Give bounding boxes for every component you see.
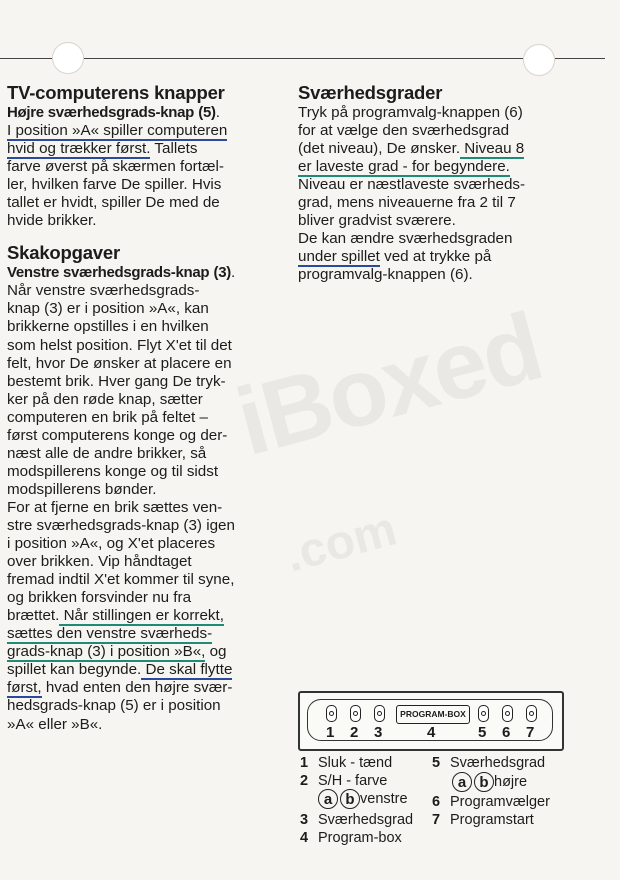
text-line: brættet. Når stillingen er korrekt, — [7, 607, 224, 625]
text-line: Tryk på programvalg-knappen (6) — [298, 104, 523, 121]
text-line: farve øverst på skærmen fortæl- — [7, 158, 224, 176]
option-b-icon: b — [474, 772, 494, 792]
option-b-icon: b — [340, 789, 360, 809]
text-line: ker på den røde knap, sætter — [7, 390, 203, 408]
heading-difficulty-levels: Sværhedsgrader — [298, 82, 443, 103]
knob-number: 4 — [427, 724, 436, 741]
text-line: hedsgrads-knap (5) er i position — [7, 697, 221, 715]
knob-6 — [502, 705, 513, 722]
text-line: grad, mens niveauerne fra 2 til 7 — [298, 194, 516, 212]
text-line: for at vælge den sværhedsgrad — [298, 122, 510, 140]
subheading-right-difficulty: Højre sværhedsgrads-knap (5). — [7, 104, 220, 121]
heading-tv-computer-buttons: TV-computerens knapper — [7, 82, 225, 103]
knob-2 — [350, 705, 361, 722]
text-line: modspillerens konge og til sidst — [7, 462, 219, 480]
console-panel — [307, 699, 553, 741]
text-line: spillet kan begynde. De skal flytte — [7, 661, 233, 679]
legend-item-4: 4 Program-box — [300, 830, 402, 846]
text-line: I position »A« spiller computeren — [7, 122, 228, 140]
option-a-icon: a — [318, 789, 338, 809]
binding-hole-left — [52, 42, 84, 74]
text-line: computeren en brik på feltet – — [7, 408, 208, 426]
text-line: modspillerens bønder. — [7, 480, 157, 498]
text-line: De kan ændre sværhedsgraden — [298, 230, 513, 248]
text-line: (det niveau), De ønsker. Niveau 8 — [298, 140, 525, 158]
knob-number: 7 — [526, 724, 535, 741]
text-line: Når venstre sværhedsgrads- — [7, 282, 200, 300]
text-line: hvide brikker. — [7, 212, 97, 230]
knob-3 — [374, 705, 385, 722]
heading-chess-problems: Skakopgaver — [7, 242, 120, 264]
legend-item-3: 3 Sværhedsgrad — [300, 812, 414, 828]
text-line: For at fjerne en brik sættes ven- — [7, 498, 223, 516]
text-line: tallet er hvidt, spiller De med de — [7, 194, 220, 212]
knob-number: 5 — [478, 724, 487, 741]
text-line: fremad indtil X'et kommer til syne, — [7, 571, 235, 589]
header-rule-right — [555, 58, 605, 59]
knob-7 — [526, 705, 537, 722]
text-line: som helst position. Flyt X'et til det — [7, 336, 232, 354]
text-line: først computerens konge og der- — [7, 426, 228, 444]
legend-item-6: 6 Programvælger — [432, 794, 550, 810]
text-line: knap (3) er i position »A«, kan — [7, 300, 209, 318]
header-rule-left — [0, 58, 52, 59]
legend-item-5: 5 Sværhedsgrad — [432, 755, 546, 771]
program-box-slot: PROGRAM-BOX — [396, 705, 470, 724]
header-rule-middle — [84, 58, 523, 59]
text-line: grads-knap (3) i position »B«, og — [7, 643, 227, 661]
text-line: næst alle de andre brikker, så — [7, 444, 207, 462]
text-line: og brikken forsvinder nu fra — [7, 589, 192, 607]
text-line: bestemt brik. Hver gang De tryk- — [7, 372, 226, 390]
text-line: sættes den venstre sværheds- — [7, 625, 213, 643]
knob-1 — [326, 705, 337, 722]
legend-item-2-options: a b venstre — [318, 789, 408, 809]
text-line: i position »A«, og X'et placeres — [7, 535, 216, 553]
text-line: over brikken. Vip håndtaget — [7, 553, 192, 571]
legend-item-5-options: a b højre — [452, 772, 527, 792]
text-line: programvalg-knappen (6). — [298, 266, 473, 284]
text-line: ler, hvilken farve De spiller. Hvis — [7, 176, 222, 194]
knob-number: 2 — [350, 724, 359, 741]
text-line: er laveste grad - for begyndere. — [298, 158, 510, 176]
subheading-left-difficulty: Venstre sværhedsgrads-knap (3). — [7, 264, 236, 282]
text-line: bliver gradvist sværere. — [298, 212, 456, 230]
binding-hole-right — [523, 44, 555, 76]
text-line: stre sværhedsgrads-knap (3) igen — [7, 516, 235, 534]
knob-number: 6 — [502, 724, 511, 741]
text-line: hvid og trækker først. Tallets — [7, 140, 198, 158]
watermark-sub: .com — [280, 502, 402, 583]
text-line: »A« eller »B«. — [7, 715, 103, 733]
legend-item-1: 1 Sluk - tænd — [300, 755, 393, 771]
option-a-icon: a — [452, 772, 472, 792]
text-line: først, hvad enten den højre svær- — [7, 679, 233, 697]
text-line: under spillet ved at trykke på — [298, 248, 492, 266]
watermark: iBoxed — [226, 292, 552, 477]
knob-number: 3 — [374, 724, 383, 741]
console-diagram — [298, 691, 564, 751]
knob-number: 1 — [326, 724, 335, 741]
knob-5 — [478, 705, 489, 722]
text-line: brikkerne opstilles i en hvilken — [7, 318, 209, 336]
legend-item-7: 7 Programstart — [432, 812, 534, 828]
legend-item-2: 2 S/H - farve — [300, 773, 388, 789]
left-column — [7, 82, 287, 734]
right-column — [298, 82, 598, 284]
text-line: Niveau er næstlaveste sværheds- — [298, 176, 526, 194]
text-line: felt, hvor De ønsker at placere en — [7, 354, 232, 372]
